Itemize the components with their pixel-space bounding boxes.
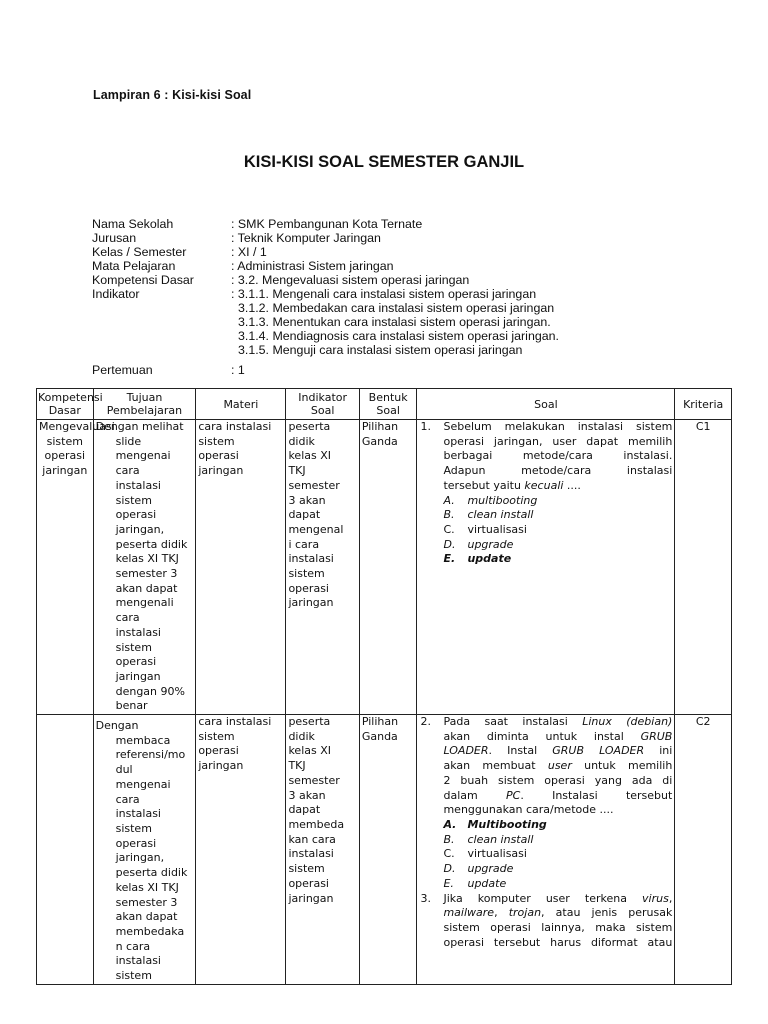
header-competency: Kompetensi Dasar [37,389,94,420]
cell-question [417,715,675,985]
cell-question-type: Pilihan Ganda [359,420,417,715]
cell-question [417,420,675,715]
cell-criteria: C1 [675,420,732,715]
table-row [37,420,732,715]
option-d: D. upgrade [443,862,514,876]
attachment-label: Lampiran 6 : Kisi-kisi Soal [93,88,252,102]
blueprint-table [36,388,732,985]
option-c: C. virtualisasi [443,847,527,861]
cell-learning-goal: Dengan melihat slide mengenai cara instalasi sistem operasi jaringan, peserta didik kelas XI TKJ semester 3 akan dapat mengenali cara instalasi sistem operasi jaringan dengan 90% benar [93,420,196,715]
option-b: B. clean install [443,832,534,846]
cell-question-type: Pilihan Ganda [359,715,417,985]
option-c: C. virtualisasi [443,522,527,536]
option-a: A. multibooting [443,493,538,507]
table-header-row [37,389,732,420]
header-learning-goal: Tujuan Pembelajaran [93,389,196,420]
cell-indicator: peserta didik kelas XI TKJ semester 3 akan dapat membeda kan cara instalasi sistem operasi jaringan [286,715,359,985]
header-indicator: Indikator Soal [286,389,359,420]
cell-material: cara instalasi sistem operasi jaringan [196,715,286,985]
cell-competency [37,715,94,985]
cell-material: cara instalasi sistem operasi jaringan [196,420,286,715]
table-row [37,715,732,985]
option-b: B. clean install [443,508,534,522]
header-material: Materi [196,389,286,420]
page-title: KISI-KISI SOAL SEMESTER GANJIL [243,153,525,171]
question-2: 2. Pada saat instalasi Linux (debian) akan diminta untuk instal GRUB LOADER. Instal GRUB LOADER ini akan membuat user untuk memilih 2 buah sistem operasi yang ada di dalam PC. Instalasi tersebut menggunakan cara/metode .... A. Multibooting B. clean install C. virtualisasi D. upgrade E. update [420,715,673,890]
option-e: E. update [443,552,512,566]
cell-competency: Mengevaluasi sistem operasi jaringan [37,420,94,715]
cell-indicator: peserta didik kelas XI TKJ semester 3 akan dapat mengenal i cara instalasi sistem operasi jaringan [286,420,359,715]
cell-learning-goal: Dengan membaca referensi/mo dul mengenai cara instalasi sistem operasi jaringan, peserta didik kelas XI TKJ semester 3 akan dapat membedaka n cara instalasi sistem [93,715,196,985]
header-criteria: Kriteria [675,389,732,420]
option-a: A. Multibooting [443,817,547,831]
header-question-type: Bentuk Soal [359,389,417,420]
cell-criteria: C2 [675,715,732,985]
option-d: D. upgrade [443,537,514,551]
option-e: E. update [443,876,507,890]
question-3: 3. Jika komputer user terkena virus, mailware, trojan, atau jenis perusak sistem operasi lainnya, maka sistem operasi tersebut harus diformat atau [420,891,673,949]
header-question: Soal [417,389,675,420]
question-1: 1. Sebelum melakukan instalasi sistem operasi jaringan, user dapat memilih berbagai metode/cara instalasi. Adapun metode/cara instalasi tersebut yaitu kecuali .... A. multibooting B. clean install C. virtualisasi D. upgrade E. update [420,420,673,566]
